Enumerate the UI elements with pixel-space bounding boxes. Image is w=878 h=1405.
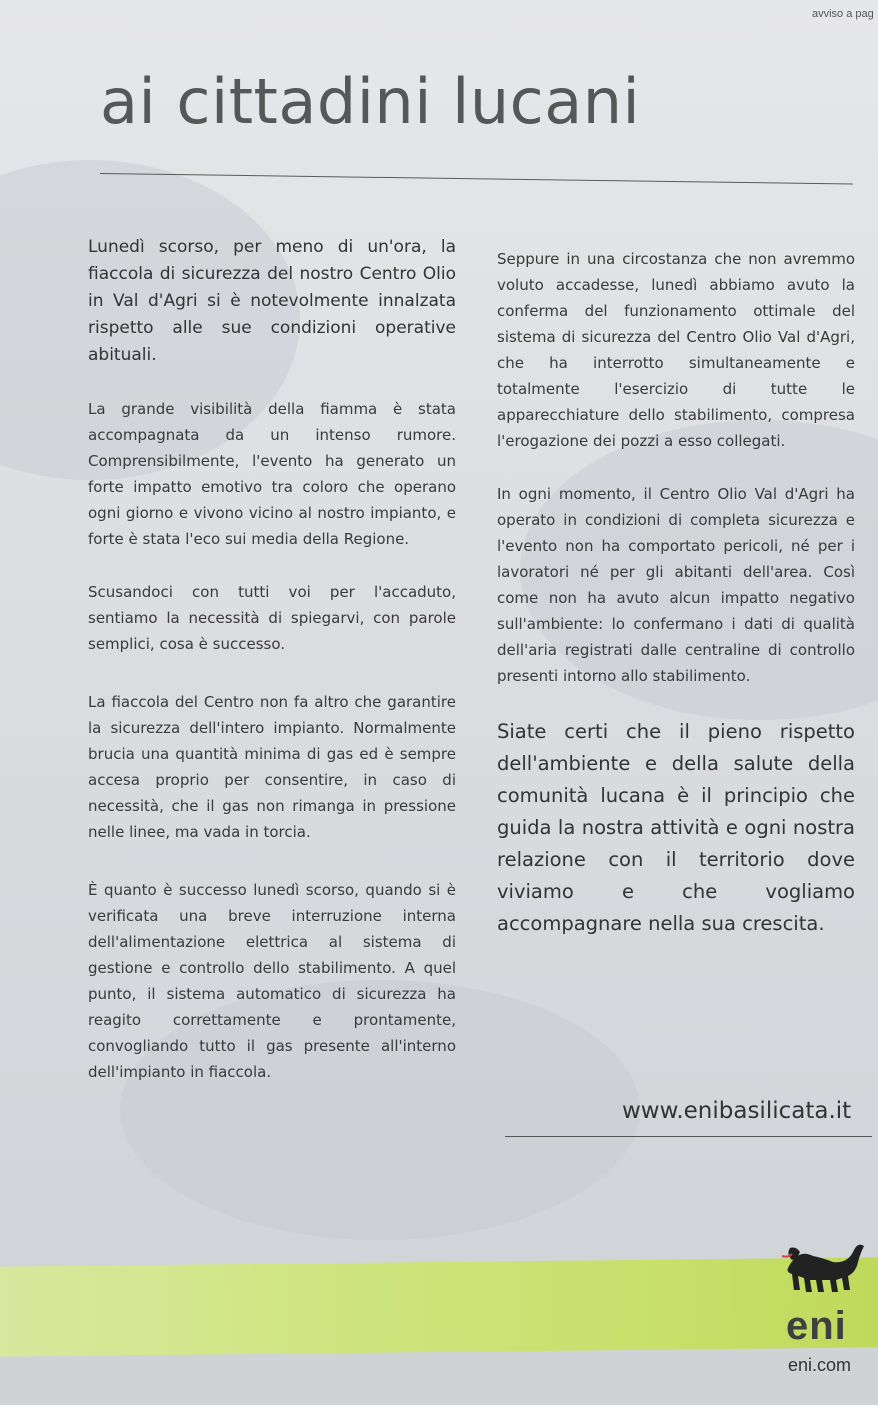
footer-band [0,1257,878,1357]
body-paragraph: Scusandoci con tutti voi per l'accaduto, sentiamo la necessità di spiegarvi, con parole semplici, cosa è successo. [88,583,456,653]
left-column [88,234,456,1085]
website-rule [505,1136,872,1137]
headline: ai cittadini lucani [100,65,641,138]
headline-rule [100,173,853,185]
brand-url[interactable]: eni.com [788,1355,852,1375]
body-paragraph: Seppure in una circostanza che non avremmo voluto accadesse, lunedì abbiamo avuto la conferma del funzionamento ottimale del sistema di sicurezza del Centro Olio Val d'Agri, che ha interrotto simultaneamente e totalmente l'esercizio di tutte le apparecchiature dello stabilimento, compresa l'erogazione dei pozzi a esso collegati. [497,250,855,450]
closing-statement: Siate certi che il pieno rispetto dell'ambiente e della salute della comunità lucana è il principio che guida la nostra attività e ogni nostra relazione con il territorio dove viviamo e che vogliamo accompagnare nella sua crescita. [497,720,855,935]
website-link[interactable]: www.enibasilicata.it [622,1098,852,1124]
lead-paragraph: Lunedì scorso, per meno di un'ora, la fiaccola di sicurezza del nostro Centro Olio in Val d'Agri si è notevolmente innalzata rispetto alle sue condizioni operative abituali. [88,237,456,365]
body-paragraph: La fiaccola del Centro non fa altro che garantire la sicurezza dell'intero impianto. Normalmente brucia una quantità minima di gas ed è sempre accesa proprio per consentire, in caso di necessità, che il gas non rimanga in pressione nelle linee, ma vada in torcia. [88,693,456,841]
body-paragraph: La grande visibilità della fiamma è stata accompagnata da un intenso rumore. Comprensibilmente, l'evento ha generato un forte impatto emotivo tra coloro che operano ogni giorno e vivono vicino al nostro impianto, e forte è stata l'eco sui media della Regione. [88,400,456,548]
eni-wordmark: eni [786,1304,847,1348]
body-paragraph: È quanto è successo lunedì scorso, quando si è verificata una breve interruzione interna dell'alimentazione elettrica al sistema di gestione e controllo dello stabilimento. A quel punto, il sistema automatico di sicurezza ha reagito correttamente e prontamente, convogliando tutto il gas presente all'interno dell'impianto in fiaccola. [88,881,456,1081]
top-note: avviso a pag [812,8,874,20]
body-paragraph: In ogni momento, il Centro Olio Val d'Agri ha operato in condizioni di completa sicurezza e l'evento non ha comportato pericoli, né per i lavoratori né per gli abitanti dell'area. Così come non ha avuto alcun impatto negativo sull'ambiente: lo confermano i dati di qualità dell'aria registrati dalle centraline di controllo presenti intorno allo stabilimento. [497,485,855,685]
right-column [497,246,855,940]
